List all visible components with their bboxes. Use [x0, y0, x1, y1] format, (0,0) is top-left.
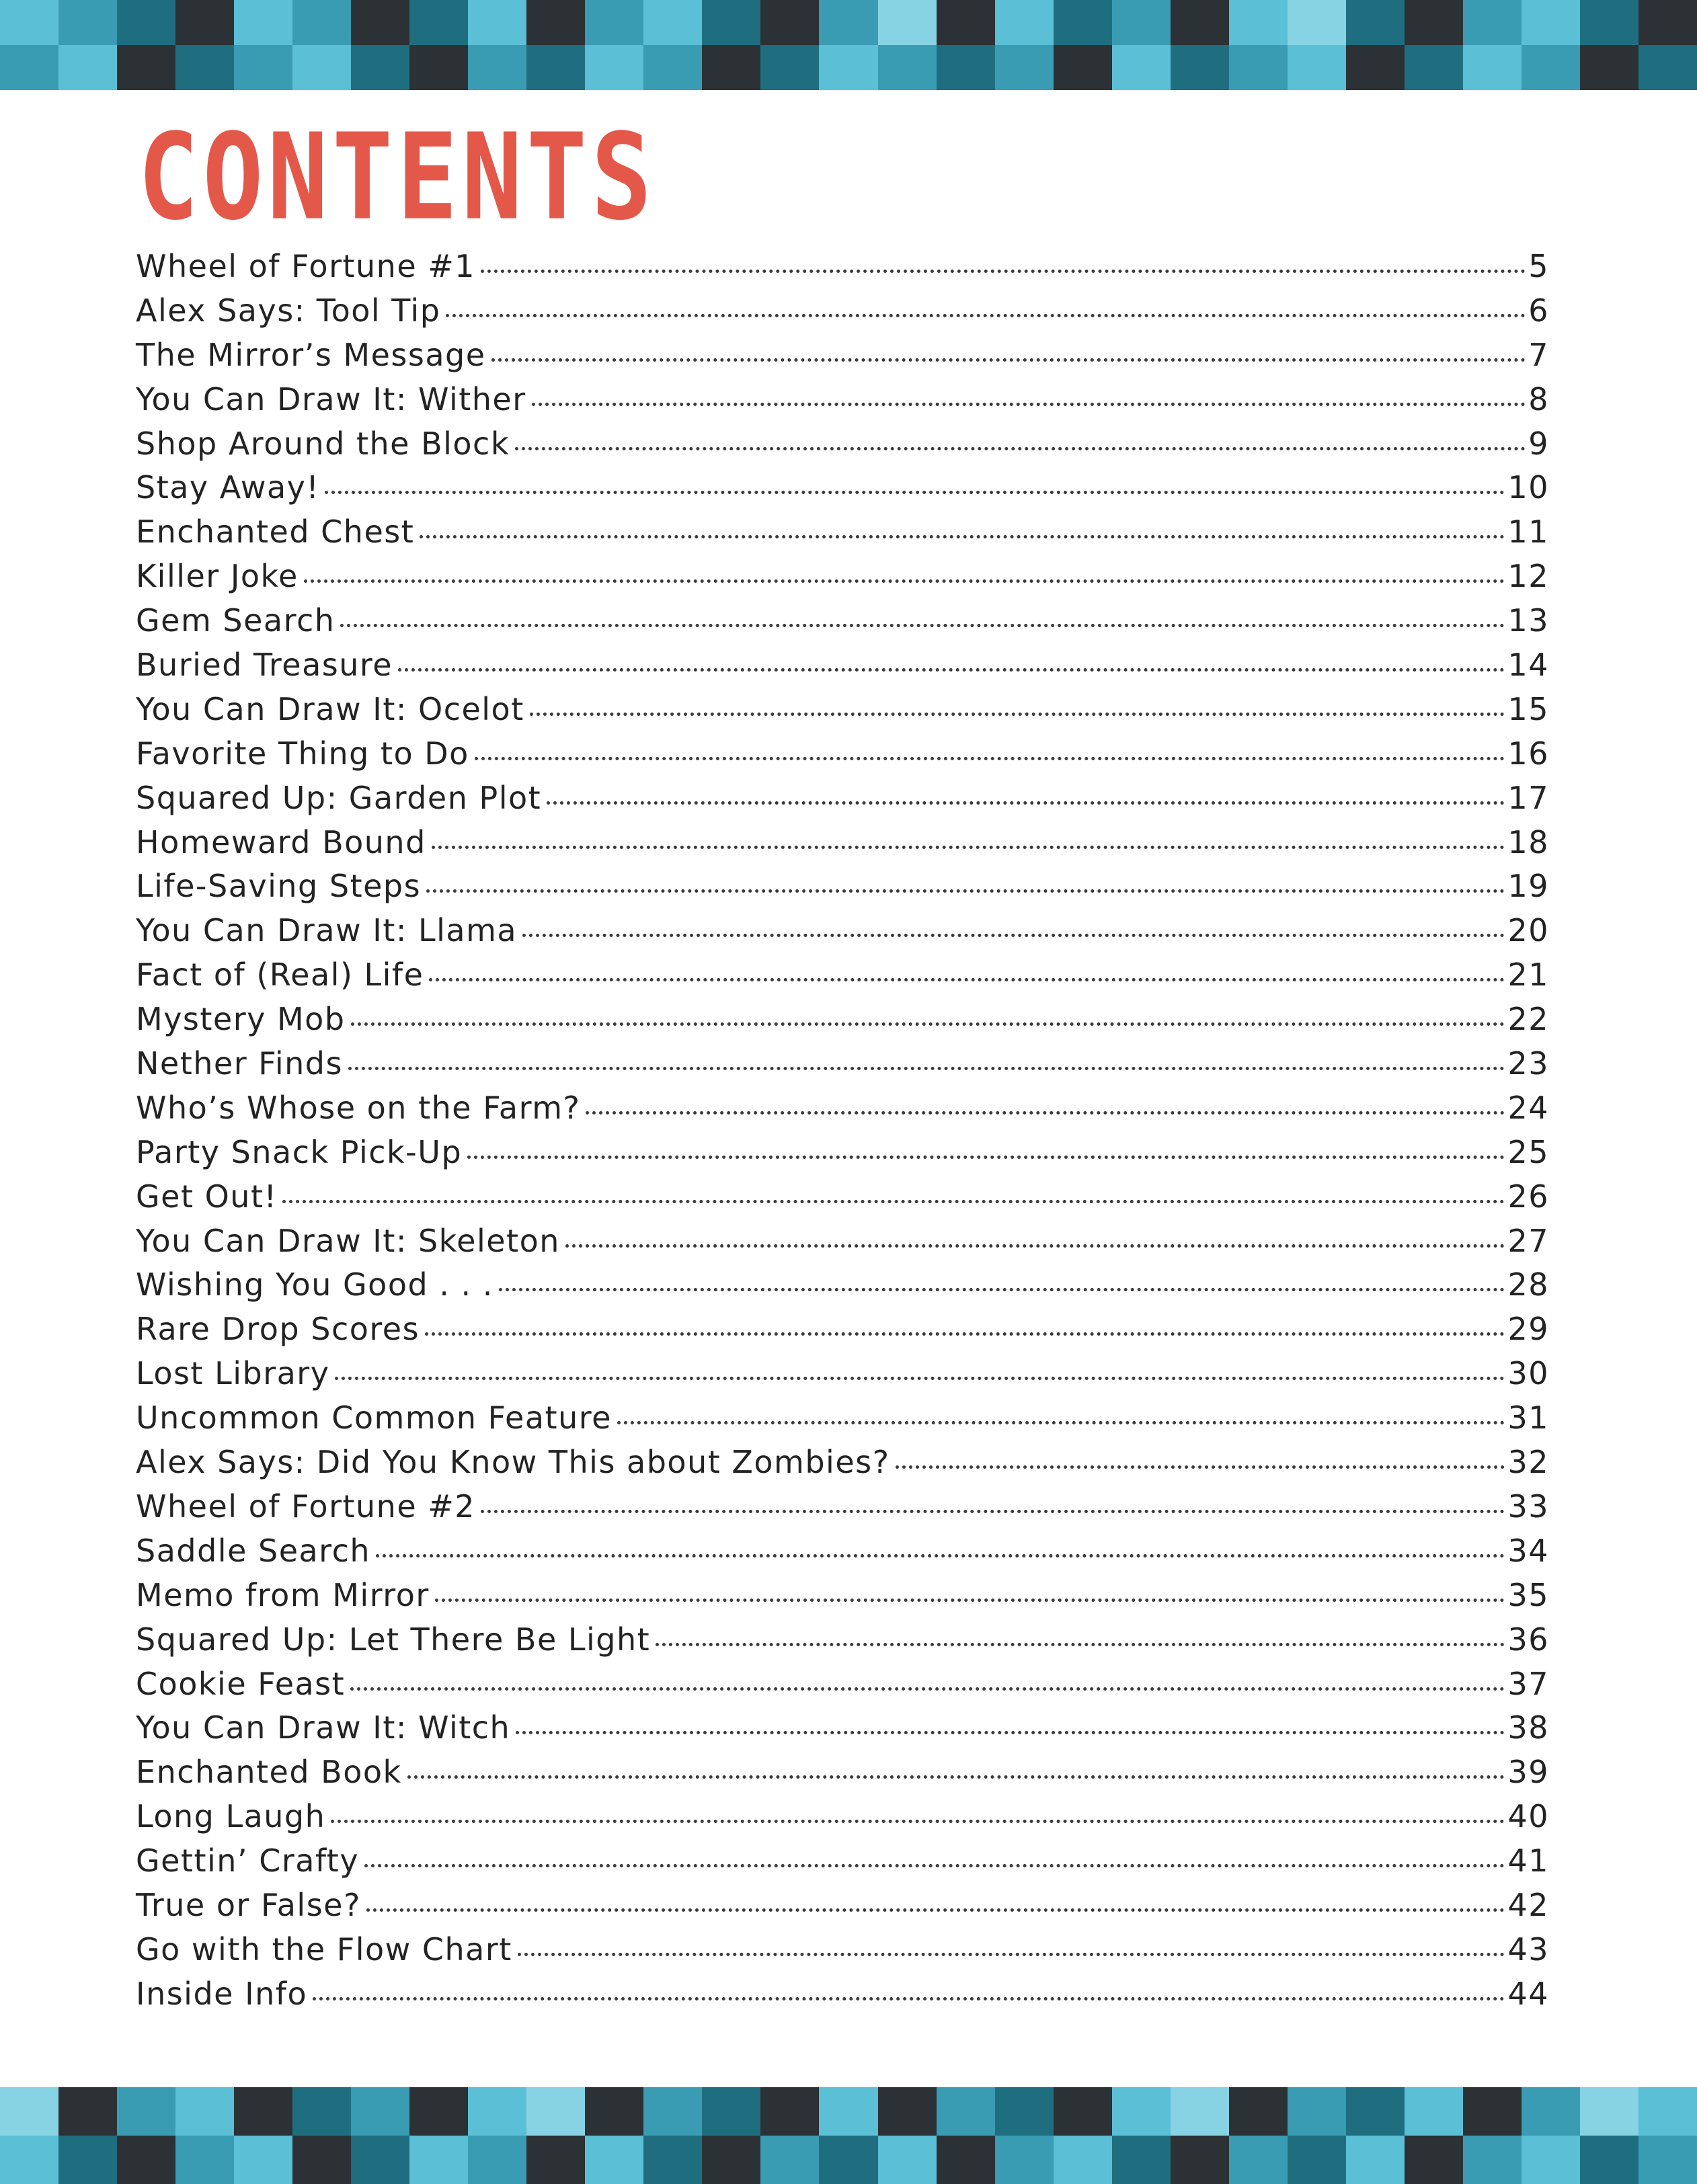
dot-leader — [407, 1775, 1505, 1779]
border-pixel — [878, 2087, 937, 2136]
border-pixel — [234, 2136, 292, 2184]
toc-entry-page-number: 17 — [1507, 779, 1549, 816]
toc-entry[interactable] — [136, 1086, 1549, 1131]
dot-leader — [481, 270, 1526, 273]
dot-leader — [420, 535, 1505, 538]
toc-entry[interactable] — [136, 1662, 1549, 1707]
toc-entry[interactable] — [136, 599, 1549, 643]
toc-entry-page-number: 21 — [1507, 957, 1549, 994]
border-pixel — [1639, 2087, 1697, 2136]
dot-leader — [617, 1421, 1505, 1424]
toc-entry-title: True or False? — [136, 1886, 361, 1923]
toc-entry-title: Stay Away! — [136, 469, 320, 506]
border-pixel — [1522, 2087, 1580, 2136]
dot-leader — [565, 1244, 1505, 1248]
border-pixel — [1112, 45, 1171, 90]
toc-entry-title: Killer Joke — [136, 558, 299, 595]
border-pixel — [937, 2087, 995, 2136]
border-pixel — [468, 45, 526, 90]
dot-leader — [340, 624, 1505, 627]
toc-entry-page-number: 7 — [1528, 336, 1549, 373]
border-pixel — [1405, 45, 1463, 90]
toc-entry-page-number: 44 — [1507, 1975, 1549, 2012]
toc-entry[interactable] — [136, 1928, 1549, 1972]
border-pixel — [292, 0, 351, 45]
border-pixel — [760, 2136, 819, 2184]
border-pixel — [937, 45, 995, 90]
dot-leader — [335, 1377, 1505, 1380]
toc-entry-page-number: 20 — [1507, 912, 1549, 949]
border-pixel — [1405, 0, 1463, 45]
dot-leader — [325, 491, 1505, 494]
dot-leader — [432, 846, 1505, 849]
border-pixel — [234, 2087, 292, 2136]
toc-entry[interactable] — [136, 555, 1549, 599]
border-pixel — [819, 2136, 877, 2184]
toc-entry-page-number: 8 — [1528, 380, 1549, 417]
toc-entry-title: Mystery Mob — [136, 1001, 346, 1038]
dot-leader — [481, 1510, 1505, 1513]
border-pixel — [1054, 45, 1112, 90]
toc-entry-title: Buried Treasure — [136, 647, 393, 684]
dot-leader — [351, 1022, 1505, 1026]
dot-leader — [491, 358, 1526, 362]
toc-entry[interactable] — [136, 1706, 1549, 1750]
dot-leader — [656, 1643, 1505, 1646]
toc-entry[interactable] — [136, 864, 1549, 909]
border-pixel — [585, 2087, 643, 2136]
dot-leader — [313, 1997, 1505, 2000]
toc-entry-title: Long Laugh — [136, 1798, 326, 1835]
toc-entry-title: Party Snack Pick-Up — [136, 1133, 463, 1170]
toc-entry[interactable] — [136, 1175, 1549, 1219]
toc-entry[interactable] — [136, 776, 1549, 821]
border-pixel — [409, 0, 468, 45]
border-pixel — [58, 45, 117, 90]
border-pixel — [175, 2087, 234, 2136]
toc-entry-title: Life-Saving Steps — [136, 868, 422, 905]
toc-entry[interactable] — [136, 289, 1549, 333]
border-pixel — [468, 2136, 526, 2184]
toc-entry-page-number: 14 — [1507, 647, 1549, 684]
border-pixel — [1639, 45, 1697, 90]
border-pixel — [878, 2136, 937, 2184]
border-pixel — [585, 2136, 643, 2184]
toc-entry-page-number: 31 — [1507, 1400, 1549, 1437]
toc-entry[interactable] — [136, 1795, 1549, 1839]
toc-entry[interactable] — [136, 1618, 1549, 1662]
toc-entry-title: Wishing You Good . . . — [136, 1266, 494, 1303]
border-pixel — [1229, 0, 1288, 45]
border-pixel — [995, 0, 1054, 45]
border-pixel — [702, 45, 760, 90]
toc-entry-page-number: 19 — [1507, 868, 1549, 905]
page-title: CONTENTS — [138, 108, 656, 247]
toc-entry-page-number: 15 — [1507, 690, 1549, 727]
toc-entry-title: You Can Draw It: Llama — [136, 912, 518, 949]
border-pixel — [468, 2087, 526, 2136]
toc-entry[interactable] — [136, 1750, 1549, 1795]
dot-leader — [398, 668, 1505, 672]
dot-leader — [366, 1908, 1505, 1912]
toc-entry-page-number: 18 — [1507, 823, 1549, 860]
toc-entry-title: You Can Draw It: Skeleton — [136, 1222, 560, 1259]
toc-entry[interactable] — [136, 1839, 1549, 1884]
border-pixel — [468, 0, 526, 45]
toc-entry-title: Go with the Flow Chart — [136, 1931, 512, 1968]
border-pixel — [1522, 0, 1580, 45]
border-pixel — [643, 45, 702, 90]
dot-leader — [518, 1953, 1505, 1956]
border-pixel — [995, 45, 1054, 90]
toc-entry-title: You Can Draw It: Wither — [136, 380, 526, 417]
border-pixel — [760, 45, 819, 90]
toc-entry-page-number: 41 — [1507, 1843, 1549, 1879]
toc-entry-page-number: 28 — [1507, 1266, 1549, 1303]
border-pixel — [1054, 0, 1112, 45]
border-pixel — [117, 2136, 175, 2184]
border-pixel — [117, 0, 175, 45]
toc-entry[interactable] — [136, 1972, 1549, 2017]
toc-entry-page-number: 12 — [1507, 558, 1549, 595]
dot-leader — [350, 1687, 1505, 1691]
toc-entry-page-number: 37 — [1507, 1665, 1549, 1702]
toc-entry-page-number: 23 — [1507, 1045, 1549, 1082]
border-pixel — [1522, 45, 1580, 90]
toc-entry-page-number: 13 — [1507, 602, 1549, 639]
toc-entry-page-number: 36 — [1507, 1621, 1549, 1658]
border-pixel — [1405, 2136, 1463, 2184]
border-pixel — [1580, 2087, 1639, 2136]
toc-entry-page-number: 10 — [1507, 469, 1549, 506]
border-pixel — [1054, 2087, 1112, 2136]
border-pixel — [1288, 2136, 1346, 2184]
toc-entry-title: Gettin’ Crafty — [136, 1843, 360, 1879]
border-pixel — [351, 45, 409, 90]
dot-leader — [304, 579, 1505, 583]
border-pixel — [1229, 45, 1288, 90]
border-pixel — [643, 2136, 702, 2184]
border-pixel — [0, 45, 58, 90]
toc-entry[interactable] — [136, 1042, 1549, 1086]
toc-entry-title: You Can Draw It: Ocelot — [136, 690, 524, 727]
border-pixel — [1229, 2136, 1288, 2184]
toc-entry[interactable] — [136, 466, 1549, 510]
toc-entry-title: Alex Says: Tool Tip — [136, 292, 441, 329]
toc-entry-title: Uncommon Common Feature — [136, 1400, 612, 1437]
border-pixel — [1580, 45, 1639, 90]
toc-entry-title: Wheel of Fortune #1 — [136, 248, 476, 284]
toc-entry[interactable] — [136, 821, 1549, 865]
border-pixel — [175, 2136, 234, 2184]
border-pixel — [1346, 2087, 1405, 2136]
toc-entry-page-number: 35 — [1507, 1576, 1549, 1613]
border-pixel — [1346, 0, 1405, 45]
toc-entry-page-number: 16 — [1507, 735, 1549, 772]
dot-leader — [376, 1554, 1505, 1558]
toc-entry-page-number: 32 — [1507, 1444, 1549, 1481]
toc-entry[interactable] — [136, 1396, 1549, 1441]
border-pixel — [351, 0, 409, 45]
toc-entry-title: Shop Around the Block — [136, 425, 510, 462]
border-pixel — [1054, 2136, 1112, 2184]
border-pixel — [760, 0, 819, 45]
border-pixel — [1112, 2136, 1171, 2184]
toc-entry-page-number: 38 — [1507, 1709, 1549, 1746]
border-pixel — [702, 0, 760, 45]
toc-entry-page-number: 22 — [1507, 1001, 1549, 1038]
toc-entry[interactable] — [136, 422, 1549, 467]
toc-entry[interactable] — [136, 333, 1549, 378]
dot-leader — [522, 934, 1505, 937]
border-pixel — [0, 2136, 58, 2184]
toc-entry-page-number: 5 — [1528, 248, 1549, 284]
border-pixel — [1639, 0, 1697, 45]
toc-entry-title: Fact of (Real) Life — [136, 957, 424, 994]
dot-leader — [282, 1200, 1505, 1203]
border-pixel — [234, 45, 292, 90]
border-pixel — [1522, 2136, 1580, 2184]
border-pixel — [351, 2136, 409, 2184]
border-pixel — [292, 2136, 351, 2184]
dot-leader — [516, 1731, 1505, 1734]
border-pixel — [1288, 45, 1346, 90]
dot-leader — [532, 403, 1526, 406]
table-of-contents — [136, 245, 1549, 2017]
toc-entry-page-number: 6 — [1528, 292, 1549, 329]
toc-entry-page-number: 26 — [1507, 1178, 1549, 1215]
border-pixel — [643, 2087, 702, 2136]
border-pixel — [1229, 2087, 1288, 2136]
toc-entry-title: Nether Finds — [136, 1045, 343, 1082]
toc-entry[interactable] — [136, 643, 1549, 688]
toc-entry-page-number: 27 — [1507, 1222, 1549, 1259]
toc-entry[interactable] — [136, 953, 1549, 998]
border-pixel — [819, 45, 877, 90]
toc-entry-title: Squared Up: Garden Plot — [136, 779, 542, 816]
dot-leader — [896, 1465, 1505, 1469]
border-pixel — [937, 0, 995, 45]
border-pixel — [1346, 45, 1405, 90]
toc-entry-page-number: 29 — [1507, 1311, 1549, 1348]
toc-entry-title: Wheel of Fortune #2 — [136, 1488, 476, 1525]
border-pixel — [995, 2136, 1054, 2184]
border-pixel — [1171, 0, 1229, 45]
border-pixel — [585, 0, 643, 45]
border-pixel — [526, 2087, 585, 2136]
toc-entry-page-number: 33 — [1507, 1488, 1549, 1525]
border-pixel — [1580, 2136, 1639, 2184]
dot-leader — [331, 1820, 1505, 1823]
toc-entry-title: Saddle Search — [136, 1532, 371, 1569]
dot-leader — [426, 889, 1505, 893]
border-pixel — [643, 0, 702, 45]
dot-leader — [515, 447, 1526, 450]
border-pixel — [878, 45, 937, 90]
toc-entry-title: Memo from Mirror — [136, 1576, 430, 1613]
toc-entry-title: Who’s Whose on the Farm? — [136, 1089, 581, 1126]
border-pixel — [526, 2136, 585, 2184]
border-pixel — [175, 0, 234, 45]
toc-entry-page-number: 40 — [1507, 1798, 1549, 1835]
dot-leader — [475, 757, 1505, 760]
border-pixel — [351, 2087, 409, 2136]
toc-entry[interactable] — [136, 732, 1549, 776]
toc-entry[interactable] — [136, 688, 1549, 732]
dot-leader — [467, 1156, 1505, 1159]
border-pixel — [58, 2087, 117, 2136]
border-pixel — [292, 45, 351, 90]
border-pixel — [819, 0, 877, 45]
toc-entry-page-number: 34 — [1507, 1532, 1549, 1569]
border-pixel — [937, 2136, 995, 2184]
border-pixel — [526, 0, 585, 45]
border-pixel — [760, 2087, 819, 2136]
border-pixel — [702, 2136, 760, 2184]
dot-leader — [586, 1111, 1505, 1115]
border-pixel — [819, 2087, 877, 2136]
toc-entry-title: Alex Says: Did You Know This about Zombies? — [136, 1444, 890, 1481]
toc-entry-title: Gem Search — [136, 602, 336, 639]
toc-entry-page-number: 9 — [1528, 425, 1549, 462]
toc-entry-title: Favorite Thing to Do — [136, 735, 469, 772]
toc-entry-title: Homeward Bound — [136, 823, 426, 860]
border-pixel — [0, 2087, 58, 2136]
border-pixel — [58, 2136, 117, 2184]
toc-entry-title: Cookie Feast — [136, 1665, 346, 1702]
border-pixel — [1463, 2087, 1522, 2136]
toc-entry-title: Inside Info — [136, 1975, 308, 2012]
border-pixel — [1346, 2136, 1405, 2184]
border-pixel — [1463, 45, 1522, 90]
border-pixel — [1288, 2087, 1346, 2136]
border-pixel — [585, 45, 643, 90]
dot-leader — [435, 1599, 1505, 1602]
border-pixel — [1171, 45, 1229, 90]
border-pixel — [0, 0, 58, 45]
border-pixel — [526, 45, 585, 90]
dot-leader — [348, 1067, 1505, 1070]
toc-entry-title: Rare Drop Scores — [136, 1311, 420, 1348]
toc-entry-page-number: 25 — [1507, 1133, 1549, 1170]
border-pixel — [995, 2087, 1054, 2136]
toc-entry-title: The Mirror’s Message — [136, 336, 486, 373]
dot-leader — [499, 1288, 1505, 1291]
toc-entry[interactable] — [136, 1307, 1549, 1352]
toc-entry[interactable] — [136, 245, 1549, 289]
toc-entry-page-number: 42 — [1507, 1886, 1549, 1923]
border-pixel — [878, 0, 937, 45]
border-pixel — [1463, 2136, 1522, 2184]
toc-entry[interactable] — [136, 1352, 1549, 1396]
border-pixel — [1463, 0, 1522, 45]
border-pixel — [58, 0, 117, 45]
dot-leader — [446, 314, 1526, 317]
dot-leader — [364, 1864, 1505, 1867]
border-pixel — [1580, 0, 1639, 45]
border-pixel — [1171, 2136, 1229, 2184]
dot-leader — [547, 801, 1505, 805]
toc-entry-page-number: 39 — [1507, 1754, 1549, 1791]
border-pixel — [702, 2087, 760, 2136]
toc-entry[interactable] — [136, 1485, 1549, 1529]
toc-entry[interactable] — [136, 1529, 1549, 1574]
toc-entry[interactable] — [136, 378, 1549, 422]
toc-entry[interactable] — [136, 1574, 1549, 1618]
toc-entry-title: Enchanted Chest — [136, 514, 415, 551]
border-pixel — [409, 2136, 468, 2184]
border-pixel — [1112, 2087, 1171, 2136]
toc-entry-page-number: 11 — [1507, 514, 1549, 551]
toc-entry[interactable] — [136, 998, 1549, 1042]
border-pixel — [1405, 2087, 1463, 2136]
toc-entry[interactable] — [136, 1263, 1549, 1307]
border-pixel — [1639, 2136, 1697, 2184]
dot-leader — [530, 713, 1505, 716]
toc-entry-title: You Can Draw It: Witch — [136, 1709, 511, 1746]
dot-leader — [429, 978, 1505, 981]
toc-entry[interactable] — [136, 1131, 1549, 1175]
toc-entry-title: Enchanted Book — [136, 1754, 402, 1791]
border-pixel — [1112, 0, 1171, 45]
toc-entry[interactable] — [136, 510, 1549, 555]
border-pixel — [117, 45, 175, 90]
toc-entry[interactable] — [136, 1219, 1549, 1264]
border-pixel — [409, 45, 468, 90]
border-pixel — [292, 2087, 351, 2136]
toc-entry[interactable] — [136, 1441, 1549, 1485]
border-pixel — [1288, 0, 1346, 45]
toc-entry-page-number: 24 — [1507, 1089, 1549, 1126]
toc-entry-page-number: 30 — [1507, 1355, 1549, 1392]
toc-entry-page-number: 43 — [1507, 1931, 1549, 1968]
border-pixel — [117, 2087, 175, 2136]
border-pixel — [175, 45, 234, 90]
dot-leader — [425, 1332, 1505, 1336]
toc-entry[interactable] — [136, 909, 1549, 953]
border-pixel — [1171, 2087, 1229, 2136]
top-pixel-border — [0, 0, 1697, 90]
bottom-pixel-border — [0, 2087, 1697, 2184]
border-pixel — [234, 0, 292, 45]
toc-entry-title: Squared Up: Let There Be Light — [136, 1621, 651, 1658]
toc-entry-title: Get Out! — [136, 1178, 278, 1215]
toc-entry[interactable] — [136, 1884, 1549, 1928]
toc-entry-title: Lost Library — [136, 1355, 330, 1392]
border-pixel — [409, 2087, 468, 2136]
